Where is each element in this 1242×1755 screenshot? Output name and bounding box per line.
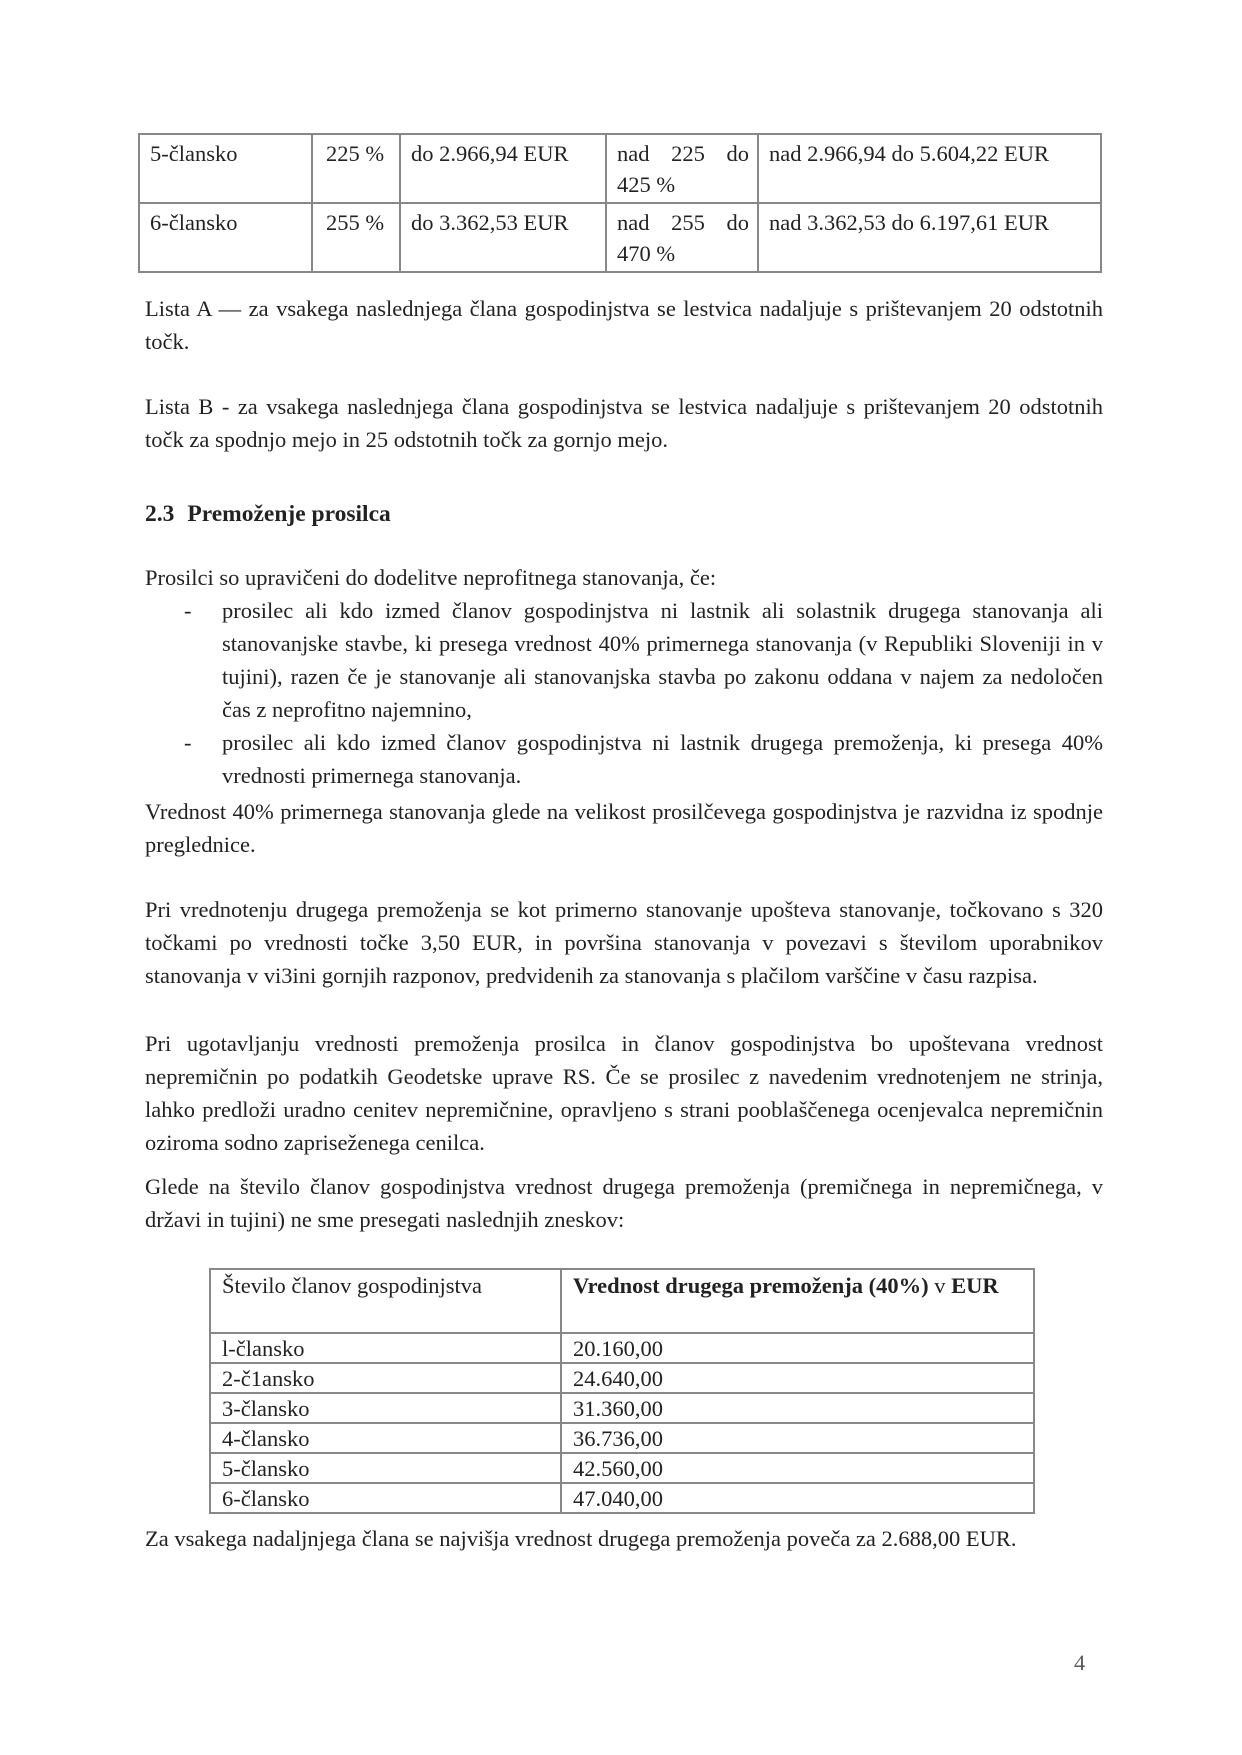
cell-income-a: do 3.362,53 EUR [400, 203, 606, 272]
paragraph-pri-ugotavljanju: Pri ugotavljanju vrednosti premoženja prosilca in članov gospodinjstva bo upoštevana vrednost nepremičnin po podatkih Geodetske uprave RS. Če se prosilec z navedenim vrednotenjem ne strinja, lahko predloži uradno cenitev nepremičnine, opravljeno s strani pooblaščenega ocenjevalca nepremičnin oziroma sodno zapriseženega cenilca. [145, 1031, 1103, 1155]
asset-value-table [209, 1268, 1035, 1514]
table-row [210, 1393, 1034, 1423]
cell-asset-value: 47.040,00 [561, 1483, 1034, 1513]
list-item [145, 594, 1103, 726]
page-number: 4 [1074, 1650, 1086, 1675]
section-heading [145, 498, 391, 531]
table-row [210, 1333, 1034, 1363]
header-asset-value-mid: v [934, 1273, 946, 1298]
header-household-size: Število članov gospodinjstva [210, 1269, 561, 1333]
paragraph-pri-vrednotenju: Pri vrednotenju drugega premoženja se kot primerno stanovanje upošteva stanovanje, točkovano s 320 točkami po vrednosti točke 3,50 EUR, in površina stanovanja v povezavi s številom uporabnikov stanovanja v vi3ini gornjih razponov, predvidenih za stanovanja s plačilom varščine v času razpisa. [145, 897, 1103, 988]
cell-percent-a: 255 % [312, 203, 400, 272]
income-scale-table [138, 133, 1102, 273]
list-item [145, 726, 1103, 792]
paragraph-intro: Prosilci so upravičeni do dodelitve neprofitnega stanovanja, če: [145, 565, 717, 590]
table-row [210, 1423, 1034, 1453]
cell-household-size: 2-č1ansko [210, 1363, 561, 1393]
table-row [210, 1363, 1034, 1393]
cell-asset-value: 42.560,00 [561, 1453, 1034, 1483]
header-asset-value [561, 1269, 1034, 1333]
paragraph-glede: Glede na število članov gospodinjstva vrednost drugega premoženja (premičnega in nepremičnega, v državi in tujini) ne sme presegati naslednjih zneskov: [145, 1174, 1103, 1232]
cell-percent-range: nad 225 do 425 % [606, 134, 758, 203]
table-header-row [210, 1269, 1034, 1333]
cell-percent-a: 225 % [312, 134, 400, 203]
header-asset-value-bold: Vrednost drugega premoženja (40%) [573, 1273, 929, 1298]
table-row [210, 1453, 1034, 1483]
cell-household-size: 6-člansko [210, 1483, 561, 1513]
cell-income-a: do 2.966,94 EUR [400, 134, 606, 203]
table-row [210, 1483, 1034, 1513]
list-item-text: prosilec ali kdo izmed članov gospodinjstva ni lastnik ali solastnik drugega stanovanja ali stanovanjske stavbe, ki presega vrednost 40% primernega stanovanja (v Republiki Sloveniji in v tujini), razen če je stanovanje ali stanovanjska stavba po zakonu oddana v najem za nedoločen čas z neprofitno najemnino, [222, 598, 1103, 722]
paragraph-vrednost: Vrednost 40% primernega stanovanja glede na velikost prosilčevega gospodinjstva je razvidna iz spodnje preglednice. [145, 799, 1103, 857]
cell-household-size: 4-člansko [210, 1423, 561, 1453]
cell-household-size: 5-člansko [210, 1453, 561, 1483]
cell-household-size: 6-člansko [139, 203, 312, 272]
cell-asset-value: 31.360,00 [561, 1393, 1034, 1423]
cell-income-range: nad 2.966,94 do 5.604,22 EUR [758, 134, 1101, 203]
cell-percent-range: nad 255 do 470 % [606, 203, 758, 272]
cell-asset-value: 36.736,00 [561, 1423, 1034, 1453]
dash-bullet: - [184, 730, 192, 755]
cell-asset-value: 20.160,00 [561, 1333, 1034, 1363]
table-row [139, 134, 1101, 203]
paragraph-za-vsakega: Za vsakega nadaljnjega člana se najvišja vrednost drugega premoženja poveča za 2.688,00 EUR. [145, 1526, 1017, 1551]
paragraph-lista-a: Lista A — za vsakega naslednjega člana gospodinjstva se lestvica nadaljuje s prištevanjem 20 odstotnih točk. [145, 296, 1103, 354]
cell-asset-value: 24.640,00 [561, 1363, 1034, 1393]
cell-household-size: 3-člansko [210, 1393, 561, 1423]
bullet-list [145, 594, 1103, 792]
cell-household-size: l-člansko [210, 1333, 561, 1363]
paragraph-lista-b: Lista B - za vsakega naslednjega člana gospodinjstva se lestvica nadaljuje s prištevanjem 20 odstotnih točk za spodnjo mejo in 25 odstotnih točk za gornjo mejo. [145, 394, 1103, 452]
list-item-text: prosilec ali kdo izmed članov gospodinjstva ni lastnik drugega premoženja, ki presega 40% vrednosti primernega stanovanja. [222, 730, 1103, 788]
table-row [139, 203, 1101, 272]
dash-bullet: - [184, 598, 192, 623]
cell-household-size: 5-člansko [139, 134, 312, 203]
cell-income-range: nad 3.362,53 do 6.197,61 EUR [758, 203, 1101, 272]
section-number: 2.3 [145, 501, 175, 527]
header-asset-value-unit: EUR [951, 1273, 999, 1298]
section-title: Premoženje prosilca [187, 501, 391, 527]
